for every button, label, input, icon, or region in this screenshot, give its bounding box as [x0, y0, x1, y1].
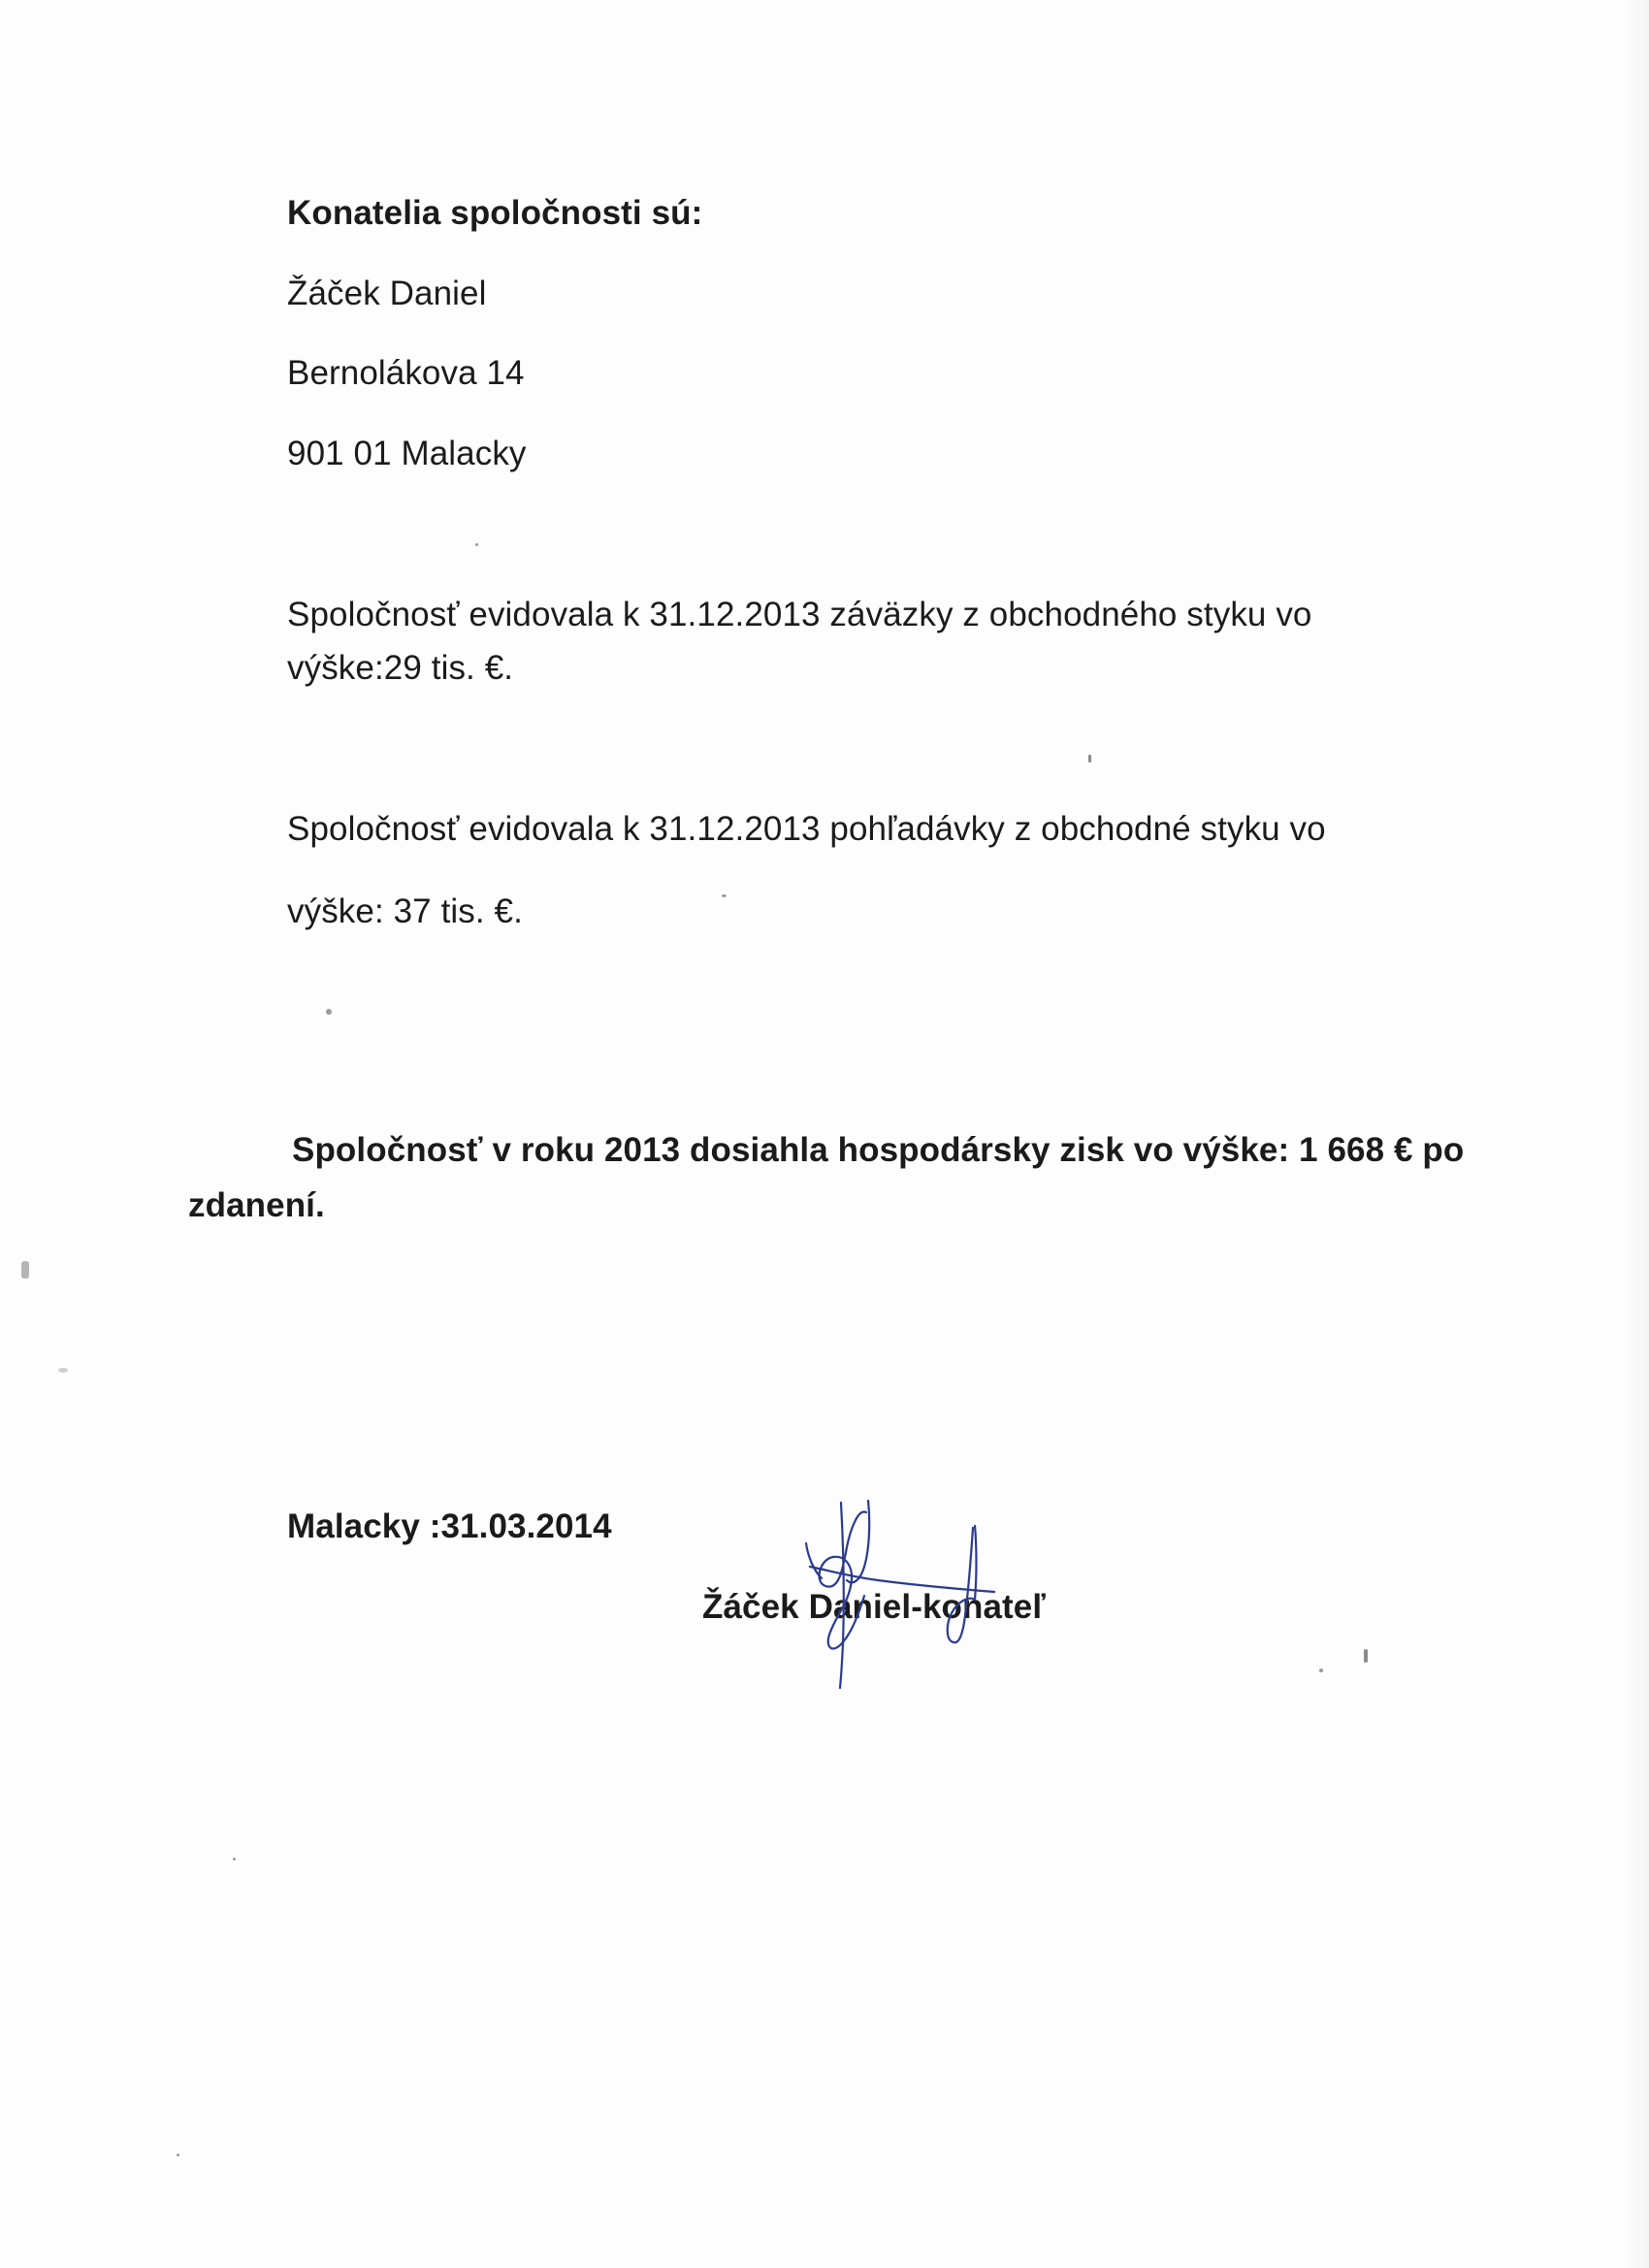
signatory-name: Žáček Daniel-konateľ [702, 1588, 1046, 1626]
scan-speck [722, 894, 727, 897]
place-date: Malacky :31.03.2014 [287, 1507, 612, 1545]
scan-speck [1364, 1649, 1368, 1663]
scan-speck [58, 1368, 68, 1373]
profit-line-1: Spoločnosť v roku 2013 dosiahla hospodársky zisk vo výške: 1 668 € po [292, 1131, 1465, 1169]
director-name: Žáček Daniel [287, 275, 487, 312]
scan-speck [1088, 755, 1091, 762]
handwritten-signature [800, 1499, 999, 1693]
heading: Konatelia spoločnosti sú: [287, 194, 703, 232]
scan-speck [1319, 1669, 1323, 1672]
scan-edge-shadow [1624, 0, 1649, 2268]
director-street: Bernolákova 14 [287, 354, 525, 392]
scan-speck [233, 1858, 236, 1861]
scan-speck [21, 1261, 29, 1279]
scan-speck [177, 2154, 179, 2156]
liabilities-line-2: výške:29 tis. €. [287, 649, 514, 687]
scan-speck [475, 543, 478, 546]
director-city: 901 01 Malacky [287, 435, 527, 472]
profit-line-2: zdanení. [188, 1186, 325, 1224]
receivables-line-2: výške: 37 tis. €. [287, 892, 523, 930]
scan-speck [326, 1009, 332, 1015]
liabilities-line-1: Spoločnosť evidovala k 31.12.2013 záväzky z obchodného styku vo [287, 596, 1312, 633]
receivables-line-1: Spoločnosť evidovala k 31.12.2013 pohľadávky z obchodné styku vo [287, 810, 1326, 848]
